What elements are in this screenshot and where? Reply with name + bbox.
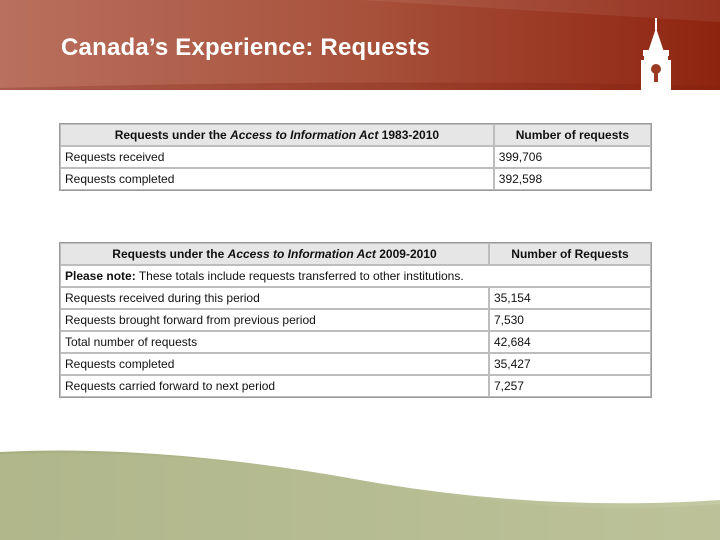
row-label: Total number of requests — [60, 331, 489, 353]
table-row — [60, 309, 651, 331]
row-value: 7,257 — [489, 375, 651, 397]
table-header-label: Requests under the Access to Information Act 2009-2010 — [60, 243, 489, 265]
table-row — [60, 146, 651, 168]
table-row — [60, 375, 651, 397]
table-row — [60, 353, 651, 375]
table-header-row — [60, 124, 651, 146]
footer-decoration — [0, 440, 720, 540]
row-label: Requests received during this period — [60, 287, 489, 309]
table-row — [60, 287, 651, 309]
note-text: These totals include requests transferred to other institutions. — [138, 269, 464, 283]
row-value: 7,530 — [489, 309, 651, 331]
note-row — [60, 265, 651, 287]
access-requests-2009-2010-table — [59, 242, 652, 398]
row-value: 35,154 — [489, 287, 651, 309]
table-row — [60, 331, 651, 353]
table-header-value: Number of requests — [494, 124, 651, 146]
row-value: 399,706 — [494, 146, 651, 168]
table-header-label: Requests under the Access to Information Act 1983-2010 — [60, 124, 494, 146]
row-value: 392,598 — [494, 168, 651, 190]
row-value: 42,684 — [489, 331, 651, 353]
access-requests-1983-2010-table — [59, 123, 652, 191]
table-header-value: Number of Requests — [489, 243, 651, 265]
note-cell — [60, 265, 651, 287]
row-label: Requests completed — [60, 353, 489, 375]
table-header-row — [60, 243, 651, 265]
row-label: Requests carried forward to next period — [60, 375, 489, 397]
row-label: Requests received — [60, 146, 494, 168]
row-label: Requests brought forward from previous period — [60, 309, 489, 331]
slide-header — [0, 0, 720, 90]
row-label: Requests completed — [60, 168, 494, 190]
table-row — [60, 168, 651, 190]
slide-title: Canada’s Experience: Requests — [61, 34, 431, 61]
note-label: Please note: — [65, 269, 136, 283]
row-value: 35,427 — [489, 353, 651, 375]
